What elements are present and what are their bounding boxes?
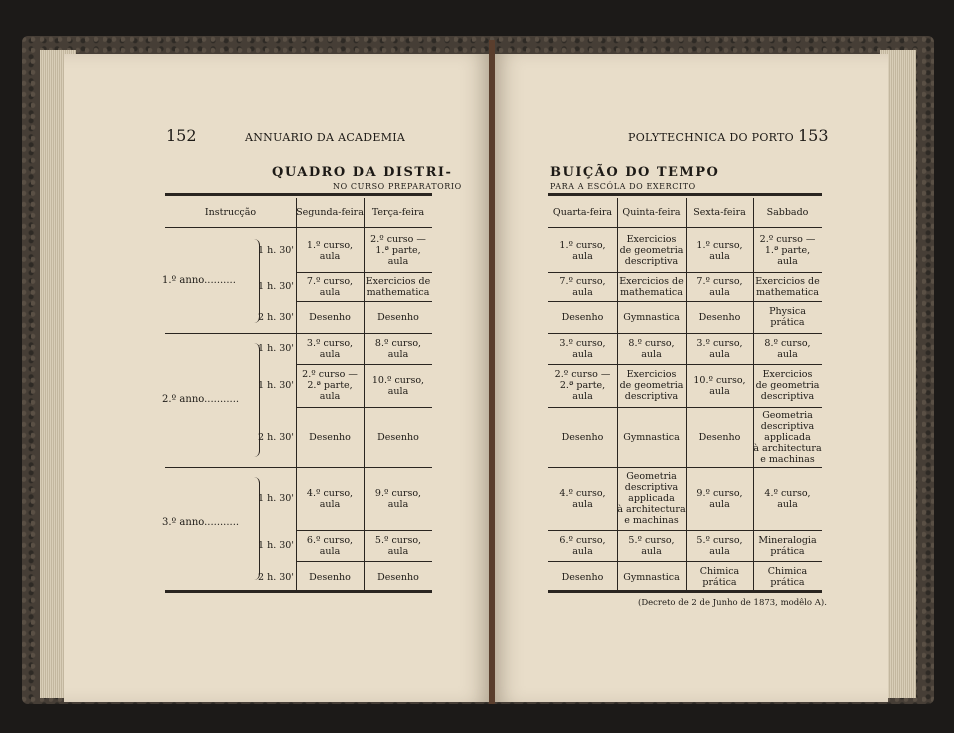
day-cell: Desenho xyxy=(561,571,604,583)
day-cell: 4.º curso, aula xyxy=(559,487,606,510)
hours-cell: 1 h. 30' xyxy=(258,343,294,354)
day-cell: 10.º curso, aula xyxy=(693,374,746,397)
hours-cell: 1 h. 30' xyxy=(258,493,294,504)
right-column-header: Sabbado xyxy=(766,207,809,218)
monday-cell: 2.º curso — 2.ª parte, aula xyxy=(302,369,358,402)
day-cell: Desenho xyxy=(561,431,604,443)
tuesday-cell: 5.º curso, aula xyxy=(374,534,422,557)
hours-cell: 2 h. 30' xyxy=(258,571,294,583)
tuesday-cell: Desenho xyxy=(377,571,419,583)
hours-cell: 2 h. 30' xyxy=(258,311,294,323)
book-spine xyxy=(489,40,495,704)
day-cell: 6.º curso, aula xyxy=(559,534,606,557)
day-cell: Chimica prática xyxy=(699,566,740,588)
left-top-rule xyxy=(165,193,432,196)
monday-cell: 6.º curso, aula xyxy=(306,534,354,557)
left-column-header: Segunda-feira xyxy=(296,207,364,218)
right-page-number: 153 xyxy=(798,126,829,145)
left-column-header: Instrucção xyxy=(204,207,257,218)
tuesday-cell: 9.º curso, aula xyxy=(374,487,422,510)
day-cell: Gymnastica xyxy=(623,571,680,583)
day-cell: 7.º curso, aula xyxy=(559,275,606,298)
tuesday-cell: 8.º curso, aula xyxy=(374,337,422,360)
left-column-header: Terça-feira xyxy=(371,207,425,218)
hours-cell: 2 h. 30' xyxy=(258,431,294,443)
footnote: (Decreto de 2 de Junho de 1873, modêlo A). xyxy=(638,598,827,608)
right-title: BUIÇÃO DO TEMPO xyxy=(550,165,720,180)
right-column-header: Quarta-feira xyxy=(552,207,613,218)
right-top-rule xyxy=(548,193,822,196)
hours-cell: 1 h. 30' xyxy=(258,540,294,551)
right-subtitle: PARA A ESCÓLA DO EXERCITO xyxy=(550,182,696,191)
monday-cell: 3.º curso, aula xyxy=(306,337,354,360)
day-cell: Gymnastica xyxy=(623,431,680,443)
tuesday-cell: 10.º curso, aula xyxy=(371,374,425,397)
monday-cell: 4.º curso, aula xyxy=(306,487,354,510)
monday-cell: Desenho xyxy=(309,571,351,583)
day-cell: Desenho xyxy=(561,311,604,323)
day-cell: Geometria descriptiva applicada à architectura e machinas xyxy=(753,409,822,465)
tuesday-cell: Exercicios de mathematica xyxy=(365,275,431,298)
right-running-head: POLYTECHNICA DO PORTO xyxy=(628,131,794,144)
tuesday-cell: 2.º curso — 1.ª parte, aula xyxy=(370,234,426,267)
left-header-rule xyxy=(165,227,432,228)
day-cell: 4.º curso, aula xyxy=(764,487,811,510)
right-column-header: Sexta-feira xyxy=(693,207,746,218)
day-cell: Gymnastica xyxy=(623,311,680,323)
day-cell: 1.º curso, aula xyxy=(696,239,743,262)
monday-cell: 7.º curso, aula xyxy=(306,275,354,298)
monday-cell: 1.º curso, aula xyxy=(306,239,354,262)
day-cell: Desenho xyxy=(698,311,741,323)
day-cell: 3.º curso, aula xyxy=(559,337,606,360)
day-cell: 1.º curso, aula xyxy=(559,239,606,262)
left-page-number: 152 xyxy=(166,126,197,145)
day-cell: Exercicios de geometria descriptiva xyxy=(755,369,820,402)
day-cell: 8.º curso, aula xyxy=(764,337,811,360)
hours-cell: 1 h. 30' xyxy=(258,245,294,256)
day-cell: 2.º curso — 2.ª parte, aula xyxy=(554,369,611,402)
day-cell: 2.º curso — 1.ª parte, aula xyxy=(759,234,816,267)
right-column-header: Quinta-feira xyxy=(622,207,681,218)
day-cell: Geometria descriptiva applicada à architectura e machinas xyxy=(617,471,686,526)
right-header-rule xyxy=(548,227,822,228)
monday-cell: Desenho xyxy=(309,431,351,443)
day-cell: 3.º curso, aula xyxy=(696,337,743,360)
day-cell: Physica prática xyxy=(769,306,806,328)
left-title: QUADRO DA DISTRI- xyxy=(272,165,453,180)
year-label: 1.º anno.......... xyxy=(162,275,236,286)
tuesday-cell: Desenho xyxy=(377,311,419,323)
day-cell: Exercicios de mathematica xyxy=(619,275,684,298)
year-label: 3.º anno........... xyxy=(162,517,240,528)
day-cell: 8.º curso, aula xyxy=(628,337,675,360)
day-cell: Exercicios de geometria descriptiva xyxy=(619,369,684,402)
day-cell: Desenho xyxy=(698,431,741,443)
left-subtitle: NO CURSO PREPARATORIO xyxy=(333,182,462,191)
day-cell: 5.º curso, aula xyxy=(696,534,743,557)
left-running-head: ANNUARIO DA ACADEMIA xyxy=(245,131,406,144)
tuesday-cell: Desenho xyxy=(377,431,419,443)
hours-cell: 1 h. 30' xyxy=(258,380,294,391)
day-cell: 9.º curso, aula xyxy=(696,487,743,510)
day-cell: Exercicios de mathematica xyxy=(755,275,820,298)
day-cell: 5.º curso, aula xyxy=(628,534,675,557)
day-cell: Mineralogia prática xyxy=(758,534,817,557)
day-cell: 7.º curso, aula xyxy=(696,275,743,298)
day-cell: Chimica prática xyxy=(767,566,808,588)
day-cell: Exercicios de geometria descriptiva xyxy=(619,234,684,267)
hours-cell: 1 h. 30' xyxy=(258,281,294,292)
monday-cell: Desenho xyxy=(309,311,351,323)
year-label: 2.º anno........... xyxy=(162,394,240,405)
